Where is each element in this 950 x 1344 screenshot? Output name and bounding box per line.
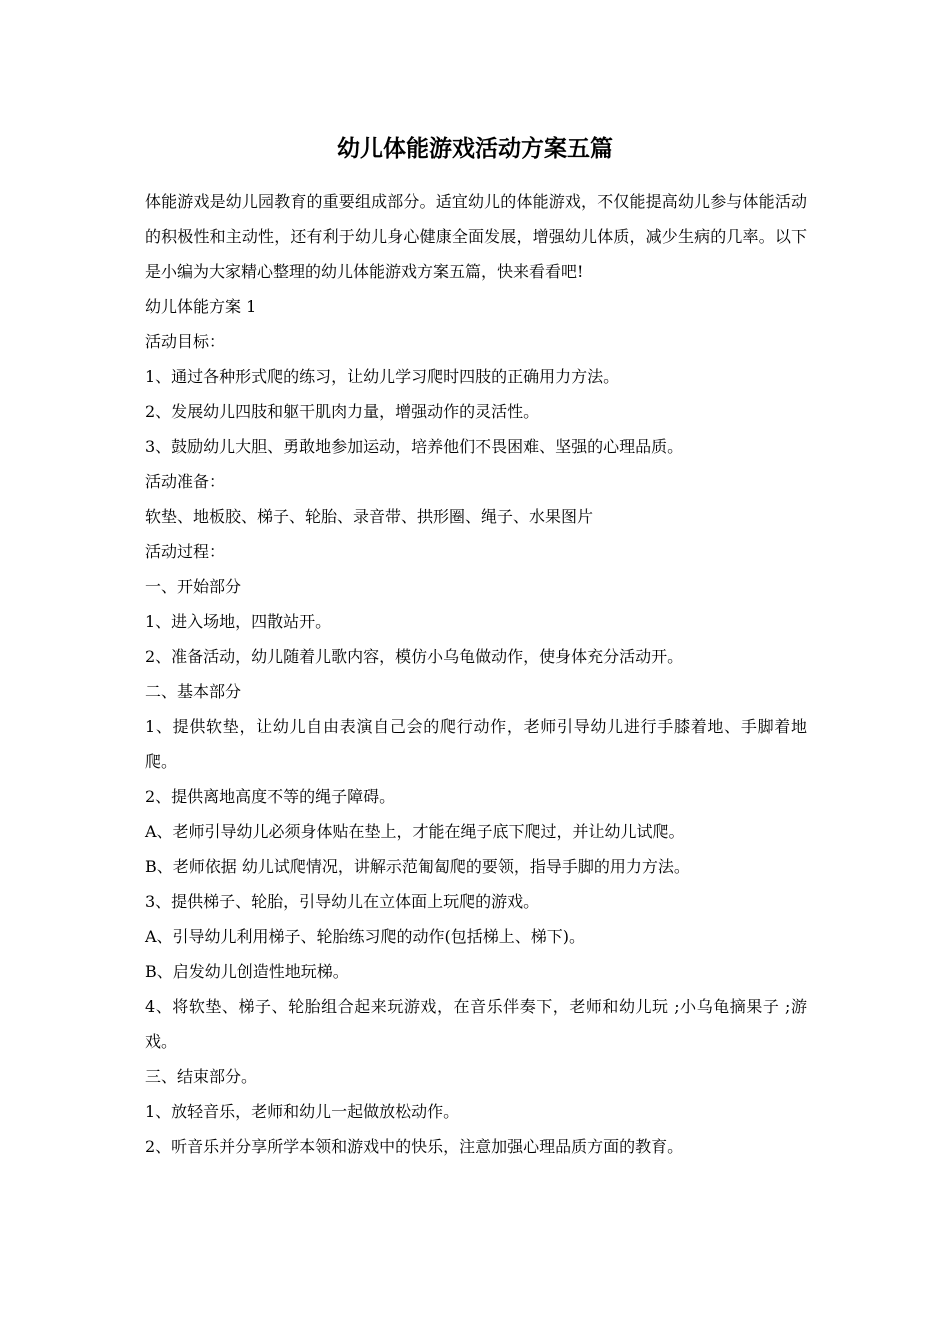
basic-step-3: 3、提供梯子、轮胎，引导幼儿在立体面上玩爬的游戏。 [145,892,540,911]
subheading-preparation: 活动准备： [145,472,226,491]
document-title: 幼儿体能游戏活动方案五篇 [337,135,613,162]
basic-step-3b: B、启发幼儿创造性地玩梯。 [145,962,349,981]
preparation-materials: 软垫、地板胶、梯子、轮胎、录音带、拱形圈、绳子、水果图片 [145,507,594,526]
basic-step-2a: A、老师引导幼儿必须身体贴在垫上，才能在绳子底下爬过，并让幼儿试爬。 [145,822,685,841]
subheading-process: 活动过程： [145,542,226,561]
end-step-1: 1、放轻音乐，老师和幼儿一起做放松动作。 [145,1102,460,1121]
part-heading-end: 三、结束部分。 [145,1067,258,1086]
part-heading-start: 一、开始部分 [145,577,242,596]
basic-step-2b: B、老师依据 幼儿试爬情况，讲解示范匍匐爬的要领，指导手脚的用力方法。 [145,857,690,876]
start-step-2: 2、准备活动，幼儿随着儿歌内容，模仿小乌龟做动作，使身体充分活动开。 [145,647,684,666]
section-heading-plan-1: 幼儿体能方案 1 [145,297,257,316]
intro-paragraph: 体能游戏是幼儿园教育的重要组成部分。适宜幼儿的体能游戏，不仅能提高幼儿参与体能活动的积极性和主动性，还有利于幼儿身心健康全面发展，增强幼儿体质，减少生病的几率。以下是小编为大家精心整理的幼儿体能游戏方案五篇，快来看看吧! [145,192,807,281]
basic-step-4: 4、将软垫、梯子、轮胎组合起来玩游戏，在音乐伴奏下，老师和幼儿玩 ;小乌龟摘果子 ;游戏。 [145,997,807,1051]
document-body [145,184,807,1164]
basic-step-1: 1、提供软垫，让幼儿自由表演自己会的爬行动作，老师引导幼儿进行手膝着地、手脚着地爬。 [145,717,807,771]
objective-item-1: 1、通过各种形式爬的练习，让幼儿学习爬时四肢的正确用力方法。 [145,367,620,386]
basic-step-2: 2、提供离地高度不等的绳子障碍。 [145,787,396,806]
objective-item-2: 2、发展幼儿四肢和躯干肌肉力量，增强动作的灵活性。 [145,402,540,421]
part-heading-basic: 二、基本部分 [145,682,242,701]
basic-step-3a: A、引导幼儿利用梯子、轮胎练习爬的动作(包括梯上、梯下)。 [145,927,586,946]
subheading-objectives: 活动目标： [145,332,226,351]
end-step-2: 2、听音乐并分享所学本领和游戏中的快乐，注意加强心理品质方面的教育。 [145,1137,684,1156]
objective-item-3: 3、鼓励幼儿大胆、勇敢地参加运动，培养他们不畏困难、坚强的心理品质。 [145,437,684,456]
start-step-1: 1、进入场地，四散站开。 [145,612,332,631]
